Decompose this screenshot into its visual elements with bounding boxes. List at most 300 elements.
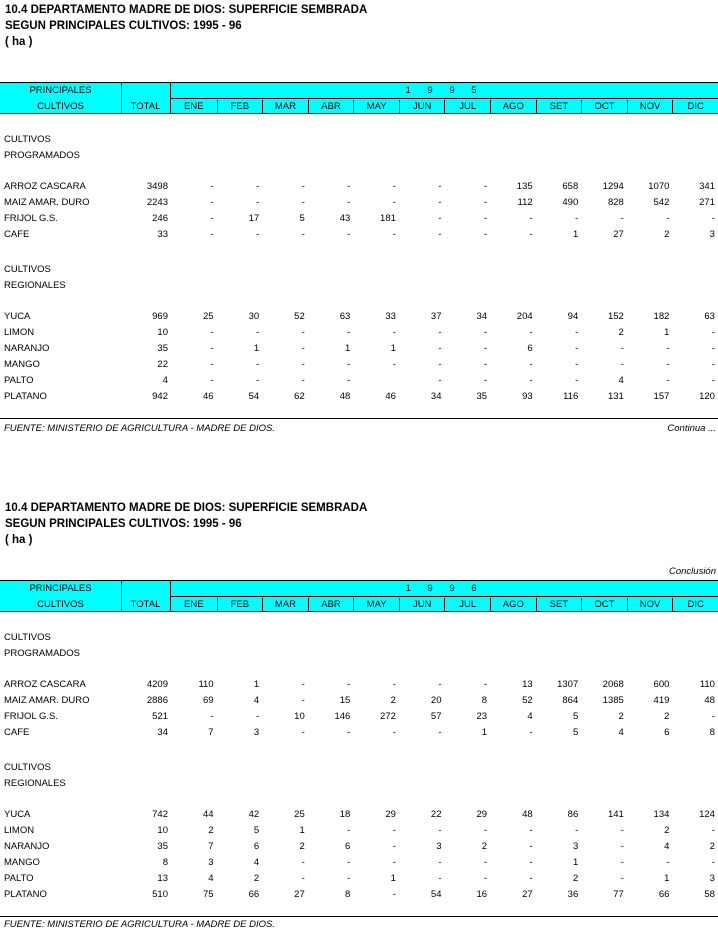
month-value-ago: -: [529, 857, 533, 868]
crop-name: MAIZ AMAR. DURO: [4, 197, 90, 208]
month-value-ene: -: [210, 181, 214, 192]
month-value-nov: 134: [653, 809, 670, 820]
month-value-mar: 1: [299, 825, 305, 836]
table-row: [0, 358, 718, 372]
month-value-oct: 1385: [602, 695, 624, 706]
month-value-jul: 1: [481, 727, 488, 738]
month-value-abr: -: [347, 181, 351, 192]
month-value-oct: -: [620, 359, 624, 370]
crop-name: FRIJOL G.S.: [4, 711, 59, 722]
table-row: [0, 824, 718, 838]
month-value-mar: -: [301, 327, 305, 338]
month-value-may: -: [392, 197, 396, 208]
month-value-mar: 25: [294, 809, 305, 820]
header-month-jun: JUN: [399, 598, 445, 611]
month-value-set: 36: [567, 889, 579, 900]
crop-name: YUCA: [4, 809, 31, 820]
month-value-ene: 4: [208, 873, 214, 884]
month-value-ago: -: [529, 727, 533, 738]
header-month-jun: JUN: [399, 100, 445, 113]
group-label-line2: PROGRAMADOS: [4, 648, 81, 659]
month-value-set: -: [575, 825, 579, 836]
month-value-jun: -: [438, 359, 442, 370]
table-unit: ( ha ): [5, 36, 33, 48]
month-value-nov: 2: [664, 825, 670, 836]
header-month-ago: AGO: [490, 598, 536, 611]
month-value-jun: -: [438, 873, 442, 884]
month-value-jul: -: [483, 181, 488, 192]
header-month-set: SET: [536, 100, 582, 113]
month-value-jun: -: [438, 197, 442, 208]
header-month-abr: ABR: [308, 598, 354, 611]
month-value-jul: -: [483, 197, 488, 208]
month-value-ago: -: [529, 359, 533, 370]
month-value-feb: -: [256, 359, 260, 370]
crop-name: ARROZ CASCARA: [4, 679, 86, 690]
month-value-ene: 110: [198, 679, 214, 690]
header-month-jul: JUL: [444, 100, 490, 113]
month-value-mar: 52: [294, 311, 305, 322]
month-value-mar: -: [301, 359, 305, 370]
month-value-feb: 2: [253, 873, 260, 884]
month-value-nov: 157: [653, 391, 670, 402]
table-row: [0, 888, 718, 902]
month-value-ene: 69: [203, 695, 214, 706]
group-label-line2: PROGRAMADOS: [4, 150, 81, 161]
month-value-jun: 22: [430, 809, 442, 820]
header-month-nov: NOV: [627, 100, 673, 113]
month-value-set: 1: [572, 857, 579, 868]
month-value-nov: -: [666, 359, 670, 370]
crop-name: CAFE: [4, 229, 30, 240]
table-title-line1: 10.4 DEPARTAMENTO MADRE DE DIOS: SUPERFICIE SEMBRADA: [5, 4, 368, 16]
month-value-ago: 204: [516, 311, 533, 322]
month-value-oct: -: [620, 841, 624, 852]
month-value-feb: -: [256, 197, 260, 208]
month-value-jun: -: [438, 229, 442, 240]
header-total: TOTAL: [130, 101, 161, 112]
group-label-line1: CULTIVOS: [4, 134, 51, 145]
month-value-set: -: [575, 213, 579, 224]
month-value-ago: -: [529, 825, 533, 836]
month-value-mar: 62: [294, 391, 305, 402]
month-value-mar: -: [301, 695, 305, 706]
month-value-set: 3: [572, 841, 579, 852]
month-value-ago: -: [529, 213, 533, 224]
crop-name: PALTO: [4, 375, 34, 386]
month-value-mar: 10: [294, 711, 305, 722]
month-value-may: 1: [390, 343, 396, 354]
month-value-feb: 4: [253, 857, 260, 868]
month-value-ene: -: [210, 229, 214, 240]
month-value-mar: -: [301, 857, 305, 868]
month-value-oct: 4: [618, 727, 624, 738]
month-value-ago: 6: [527, 343, 533, 354]
month-value-dic: -: [711, 375, 715, 386]
total-value: 10: [157, 327, 168, 338]
header-month-feb: FEB: [217, 598, 263, 611]
crop-name: NARANJO: [4, 343, 50, 354]
month-value-may: -: [392, 825, 396, 836]
month-value-set: 94: [567, 311, 579, 322]
total-value: 33: [157, 229, 168, 240]
header-month-dic: DIC: [672, 100, 718, 113]
month-value-feb: -: [256, 375, 260, 386]
crop-name: MAIZ AMAR. DURO: [4, 695, 90, 706]
month-value-mar: -: [301, 181, 305, 192]
table-row: [0, 390, 718, 404]
total-value: 4209: [146, 679, 168, 690]
source-note: FUENTE: MINISTERIO DE AGRICULTURA - MADRE DE DIOS.: [4, 423, 275, 434]
month-value-nov: 542: [653, 197, 670, 208]
month-value-oct: -: [620, 213, 624, 224]
month-value-abr: 43: [339, 213, 351, 224]
month-value-oct: 828: [607, 197, 624, 208]
month-value-oct: 1294: [602, 181, 624, 192]
month-value-oct: 141: [607, 809, 624, 820]
month-value-oct: 131: [607, 391, 624, 402]
month-value-oct: 4: [618, 375, 624, 386]
month-value-nov: 1: [664, 327, 670, 338]
header-month-ago: AGO: [490, 100, 536, 113]
month-value-abr: 8: [345, 889, 351, 900]
table-row: [0, 808, 718, 822]
header-month-mar: MAR: [262, 100, 308, 113]
month-value-may: -: [392, 327, 396, 338]
header-month-ene: ENE: [184, 599, 204, 610]
source-note: FUENTE: MINISTERIO DE AGRICULTURA - MADRE DE DIOS.: [4, 919, 275, 930]
month-value-set: 5: [572, 711, 579, 722]
month-value-jul: 29: [476, 809, 488, 820]
month-value-dic: 341: [699, 181, 715, 192]
header-month-set: SET: [536, 598, 582, 611]
month-value-nov: 1: [664, 873, 670, 884]
total-value: 246: [152, 213, 168, 224]
month-value-abr: 1: [345, 343, 351, 354]
month-value-ene: 7: [208, 727, 214, 738]
month-value-may: -: [392, 841, 396, 852]
month-value-may: -: [392, 889, 396, 900]
month-value-jul: 23: [476, 711, 488, 722]
table-body: [0, 580, 718, 932]
total-value: 942: [152, 391, 168, 402]
total-value: 4: [162, 375, 168, 386]
month-value-oct: -: [620, 343, 624, 354]
month-value-jul: -: [483, 343, 488, 354]
month-value-dic: 110: [699, 679, 715, 690]
header-crops-line2: CULTIVOS: [37, 599, 84, 610]
month-value-abr: -: [347, 825, 351, 836]
header-month-dic: DIC: [672, 598, 718, 611]
month-value-may: 33: [385, 311, 396, 322]
month-value-abr: -: [347, 873, 351, 884]
crop-name: PLATANO: [4, 889, 47, 900]
month-value-may: -: [392, 857, 396, 868]
month-value-oct: 2068: [602, 679, 624, 690]
month-value-nov: 182: [653, 311, 670, 322]
month-value-dic: -: [711, 359, 715, 370]
group-label-line1: CULTIVOS: [4, 264, 51, 275]
month-value-dic: 3: [709, 873, 715, 884]
month-value-ene: -: [210, 375, 214, 386]
month-value-feb: 54: [248, 391, 260, 402]
month-value-set: 490: [562, 197, 579, 208]
month-value-ago: 112: [517, 197, 533, 208]
total-value: 34: [157, 727, 168, 738]
month-value-ene: 3: [208, 857, 214, 868]
month-value-abr: -: [347, 197, 351, 208]
month-value-feb: 5: [253, 825, 260, 836]
month-value-may: -: [392, 181, 396, 192]
table-row: [0, 342, 718, 356]
month-value-oct: -: [620, 873, 624, 884]
month-value-ago: 4: [527, 711, 533, 722]
group-label-line1: CULTIVOS: [4, 632, 51, 643]
month-value-ago: -: [529, 841, 533, 852]
month-value-abr: -: [347, 229, 351, 240]
month-value-ene: -: [210, 213, 214, 224]
month-value-dic: 63: [704, 311, 715, 322]
month-value-feb: 4: [253, 695, 260, 706]
month-value-feb: 1: [253, 343, 260, 354]
group-label-line1: CULTIVOS: [4, 762, 51, 773]
month-value-feb: 66: [248, 889, 260, 900]
month-value-nov: 2: [664, 229, 670, 240]
month-value-dic: -: [711, 327, 715, 338]
table-bottom-rule: [0, 418, 718, 419]
month-value-abr: 6: [345, 841, 351, 852]
month-value-jun: -: [438, 327, 442, 338]
month-value-ago: 27: [522, 889, 533, 900]
month-value-nov: 419: [653, 695, 670, 706]
month-value-oct: -: [620, 857, 624, 868]
month-value-nov: 600: [653, 679, 670, 690]
month-value-feb: 30: [248, 311, 260, 322]
month-value-jul: 34: [476, 311, 488, 322]
month-value-abr: 146: [334, 711, 351, 722]
month-value-oct: 77: [613, 889, 624, 900]
month-value-nov: 1070: [648, 181, 670, 192]
month-value-mar: 27: [294, 889, 305, 900]
month-value-ene: -: [210, 343, 214, 354]
month-value-may: -: [392, 679, 396, 690]
month-value-abr: -: [347, 727, 351, 738]
group-label-line2: REGIONALES: [4, 280, 66, 291]
crop-name: CAFE: [4, 727, 30, 738]
header-month-abr: ABR: [308, 100, 354, 113]
month-value-abr: -: [347, 375, 351, 386]
month-value-ene: 46: [203, 391, 214, 402]
month-value-jul: -: [483, 359, 488, 370]
month-value-dic: 8: [709, 727, 715, 738]
header-month-oct: OCT: [581, 100, 627, 113]
month-value-jul: 8: [481, 695, 488, 706]
table-title-line2: SEGUN PRINCIPALES CULTIVOS: 1995 - 96: [5, 20, 242, 32]
month-value-jun: -: [438, 679, 442, 690]
month-value-jun: 37: [430, 311, 442, 322]
crop-name: PLATANO: [4, 391, 47, 402]
month-value-feb: 6: [253, 841, 260, 852]
month-value-ago: -: [529, 375, 533, 386]
header-month-mar: MAR: [262, 598, 308, 611]
table-title-line2: SEGUN PRINCIPALES CULTIVOS: 1995 - 96: [5, 518, 242, 530]
month-value-jul: 35: [476, 391, 488, 402]
month-value-nov: -: [666, 213, 670, 224]
month-value-jul: -: [483, 213, 488, 224]
month-value-mar: -: [301, 375, 305, 386]
month-value-oct: 152: [607, 311, 624, 322]
group-label-line2: REGIONALES: [4, 778, 66, 789]
table-row: [0, 694, 718, 708]
month-value-set: 5: [572, 727, 579, 738]
crop-name: PALTO: [4, 873, 34, 884]
month-value-ago: 13: [522, 679, 533, 690]
month-value-dic: 271: [699, 197, 715, 208]
header-month-jul: JUL: [444, 598, 490, 611]
table-row: [0, 196, 718, 210]
month-value-set: 864: [562, 695, 579, 706]
header-total: TOTAL: [130, 599, 161, 610]
month-value-jun: -: [438, 343, 442, 354]
month-value-set: -: [575, 327, 579, 338]
month-value-jun: 20: [430, 695, 442, 706]
total-value: 35: [157, 841, 168, 852]
month-value-dic: 2: [709, 841, 715, 852]
month-value-feb: -: [256, 327, 260, 338]
month-value-oct: 2: [618, 327, 624, 338]
month-value-jun: 57: [430, 711, 442, 722]
month-value-abr: 48: [339, 391, 351, 402]
table-row: [0, 678, 718, 692]
month-value-dic: 124: [699, 809, 715, 820]
month-value-may: 29: [385, 809, 396, 820]
month-value-may: 1: [390, 873, 396, 884]
month-value-nov: -: [666, 343, 670, 354]
month-value-oct: 27: [613, 229, 624, 240]
month-value-mar: 2: [299, 841, 305, 852]
total-value: 2886: [146, 695, 168, 706]
table-unit: ( ha ): [5, 534, 33, 546]
table-title-line1: 10.4 DEPARTAMENTO MADRE DE DIOS: SUPERFICIE SEMBRADA: [5, 502, 368, 514]
table-body: [0, 82, 718, 434]
month-value-dic: -: [711, 343, 715, 354]
crop-name: MANGO: [4, 359, 40, 370]
month-value-may: 181: [380, 213, 396, 224]
month-value-ene: -: [210, 327, 214, 338]
month-value-mar: -: [301, 727, 305, 738]
crop-name: NARANJO: [4, 841, 50, 852]
month-value-jul: -: [483, 375, 488, 386]
header-month-may: MAY: [353, 100, 399, 113]
month-value-jul: -: [483, 229, 488, 240]
month-value-may: 46: [385, 391, 396, 402]
header-month-ene: ENE: [184, 101, 204, 112]
total-value: 2243: [146, 197, 168, 208]
month-value-nov: 66: [658, 889, 670, 900]
month-value-mar: -: [301, 229, 305, 240]
table-row: [0, 856, 718, 870]
header-year: 1 9 9 6: [405, 583, 484, 594]
table-row: [0, 374, 718, 388]
table-row: [0, 840, 718, 854]
month-value-set: 1: [572, 229, 579, 240]
month-value-ene: -: [210, 197, 214, 208]
header-month-oct: OCT: [581, 598, 627, 611]
table-row: [0, 228, 718, 242]
month-value-may: 2: [390, 695, 396, 706]
total-value: 35: [157, 343, 168, 354]
month-value-ene: 7: [208, 841, 214, 852]
month-value-abr: 63: [339, 311, 351, 322]
table-bottom-rule: [0, 916, 718, 917]
month-value-ene: 25: [203, 311, 214, 322]
month-value-nov: -: [666, 857, 670, 868]
month-value-ago: -: [529, 327, 533, 338]
month-value-jul: -: [483, 679, 488, 690]
month-value-dic: 48: [704, 695, 715, 706]
table-row: [0, 310, 718, 324]
header-crops-line1: PRINCIPALES: [29, 85, 92, 96]
table-row: [0, 212, 718, 226]
month-value-jul: 2: [481, 841, 488, 852]
month-value-jun: 34: [430, 391, 442, 402]
month-value-ago: -: [529, 873, 533, 884]
month-value-abr: -: [347, 359, 351, 370]
month-value-nov: 4: [664, 841, 670, 852]
month-value-feb: 17: [248, 213, 260, 224]
month-value-mar: -: [301, 679, 305, 690]
month-value-jun: -: [438, 825, 442, 836]
month-value-dic: -: [711, 857, 715, 868]
month-value-ago: 52: [522, 695, 533, 706]
total-value: 3498: [146, 181, 168, 192]
month-value-feb: 3: [253, 727, 260, 738]
table-header: [0, 580, 718, 612]
month-value-dic: -: [711, 711, 715, 722]
month-value-ene: -: [210, 359, 214, 370]
month-value-nov: 6: [664, 727, 670, 738]
month-value-may: -: [392, 359, 396, 370]
month-value-abr: -: [347, 679, 351, 690]
total-value: 8: [162, 857, 168, 868]
total-value: 521: [152, 711, 168, 722]
month-value-may: 272: [380, 711, 396, 722]
month-value-jun: -: [438, 727, 442, 738]
month-value-dic: 3: [709, 229, 715, 240]
month-value-abr: 18: [339, 809, 351, 820]
table-row: [0, 726, 718, 740]
month-value-set: 2: [572, 873, 579, 884]
total-value: 510: [152, 889, 168, 900]
month-value-abr: -: [347, 327, 351, 338]
crop-name: ARROZ CASCARA: [4, 181, 86, 192]
month-value-set: 86: [567, 809, 579, 820]
month-value-set: 116: [563, 391, 579, 402]
month-value-nov: -: [666, 375, 670, 386]
month-value-jun: -: [438, 857, 442, 868]
total-value: 969: [152, 311, 168, 322]
table-row: [0, 710, 718, 724]
month-value-ene: 2: [208, 825, 214, 836]
month-value-jun: -: [438, 375, 442, 386]
continued-note: Continua ...: [667, 423, 716, 434]
crop-name: LIMON: [4, 825, 35, 836]
month-value-set: -: [575, 359, 579, 370]
header-month-may: MAY: [353, 598, 399, 611]
month-value-jul: -: [483, 873, 488, 884]
conclusion-note: Conclusión: [669, 566, 716, 577]
month-value-jul: -: [483, 857, 488, 868]
